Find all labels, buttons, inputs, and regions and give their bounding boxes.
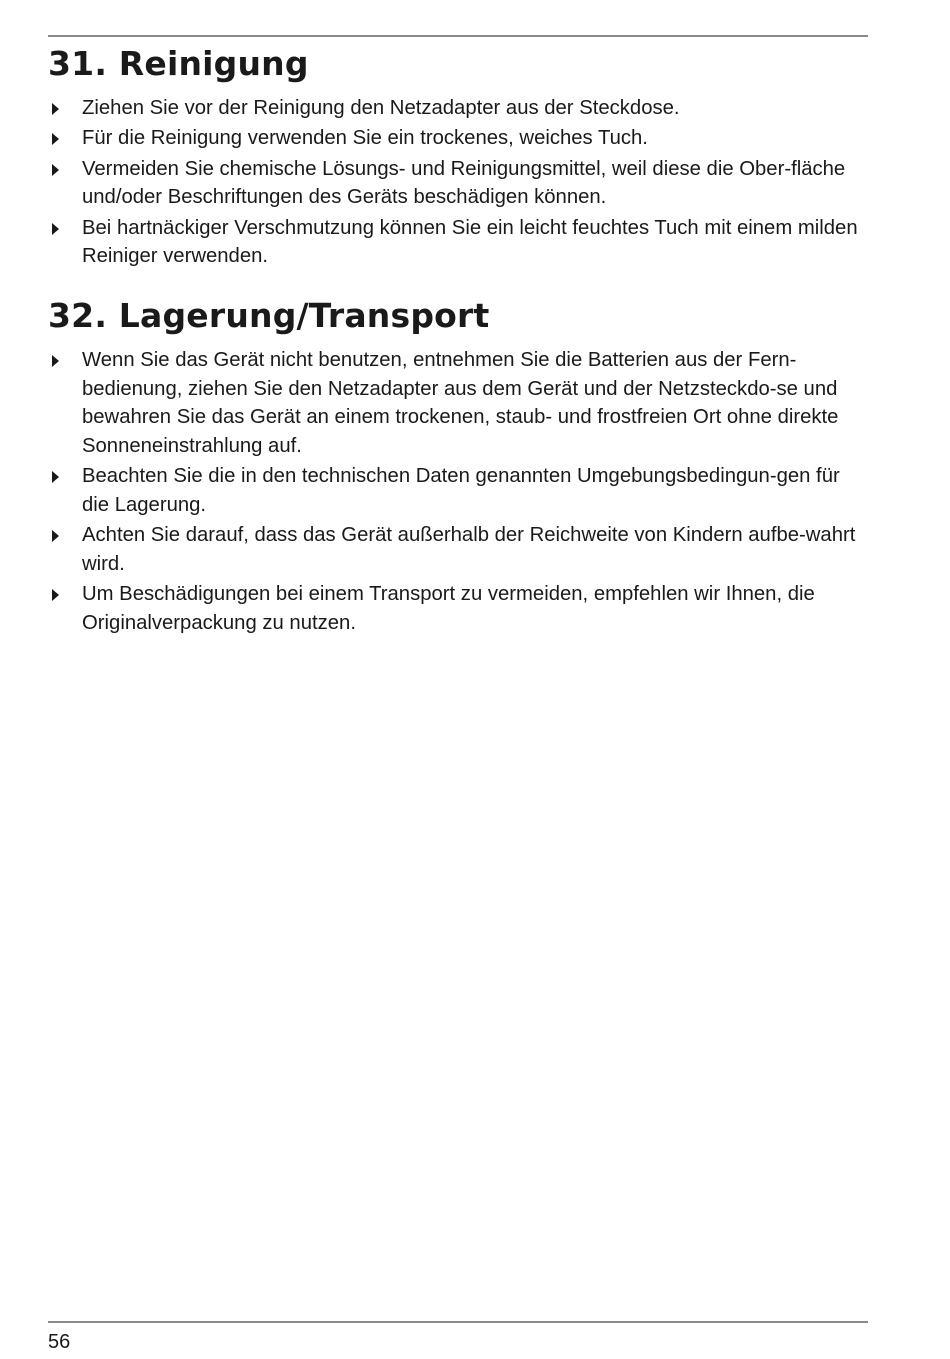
list-item	[48, 124, 868, 153]
list-item	[48, 580, 868, 637]
triangle-right-icon	[52, 355, 59, 367]
list-item-text: Wenn Sie das Gerät nicht benutzen, entnehmen Sie die Batterien aus der Fern-bedienung, ziehen Sie den Netzadapter aus dem Gerät und der Netzsteckdo-se und bewahren Sie das Gerät an einem trockenen, staub- und frostfreien Ort ohne direkte Sonneneinstrahlung auf.	[82, 349, 839, 457]
list-item	[48, 521, 868, 578]
section-lagerung-transport	[48, 296, 868, 639]
list-item	[48, 214, 868, 271]
list-item	[48, 155, 868, 212]
triangle-right-icon	[52, 103, 59, 115]
list-item-text: Vermeiden Sie chemische Lösungs- und Reinigungsmittel, weil diese die Ober-fläche und/oder Beschriftungen des Geräts beschädigen können.	[82, 157, 846, 209]
triangle-right-icon	[52, 223, 59, 235]
section-heading: 31. Reinigung	[48, 44, 309, 83]
list-item-text: Für die Reinigung verwenden Sie ein trockenes, weiches Tuch.	[82, 127, 648, 150]
triangle-right-icon	[52, 589, 59, 601]
list-item-text: Um Beschädigungen bei einem Transport zu vermeiden, empfehlen wir Ihnen, die Originalverpackung zu nutzen.	[82, 583, 815, 634]
list-item-text: Bei hartnäckiger Verschmutzung können Sie ein leicht feuchtes Tuch mit einem milden Reiniger verwenden.	[82, 216, 858, 268]
bottom-divider	[48, 1321, 868, 1323]
triangle-right-icon	[52, 530, 59, 542]
list-item	[48, 94, 868, 123]
list-item	[48, 462, 868, 519]
list-item-text: Achten Sie darauf, dass das Gerät außerhalb der Reichweite von Kindern aufbe-wahrt wird.	[82, 524, 856, 575]
top-divider	[48, 35, 868, 37]
bullet-list	[48, 94, 868, 271]
triangle-right-icon	[52, 164, 59, 176]
section-reinigung	[48, 44, 868, 273]
triangle-right-icon	[52, 471, 59, 483]
list-item-text: Ziehen Sie vor der Reinigung den Netzadapter aus der Steckdose.	[82, 97, 680, 119]
triangle-right-icon	[52, 133, 59, 145]
page-number: 56	[48, 1331, 71, 1353]
list-item	[48, 346, 868, 460]
list-item-text: Beachten Sie die in den technischen Daten genannten Umgebungsbedingun-gen für die Lagerung.	[82, 465, 840, 516]
bullet-list	[48, 346, 868, 637]
section-heading: 32. Lagerung/Transport	[48, 296, 490, 335]
